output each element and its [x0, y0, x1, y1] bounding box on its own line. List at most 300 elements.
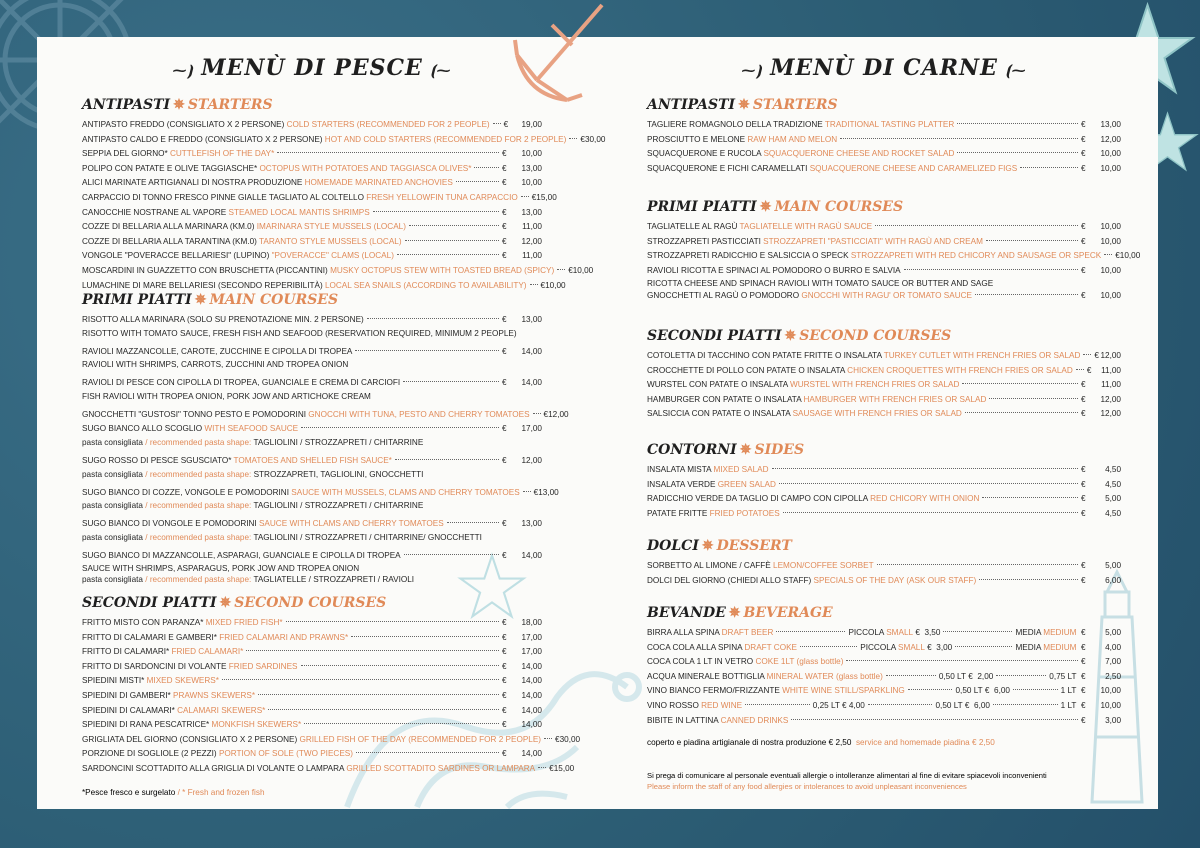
item-price: 4,50	[1105, 465, 1121, 474]
item-name-it: SUGO ROSSO DI PESCE SGUSCIATO*	[82, 455, 234, 465]
section-title-it: PRIMI PIATTI	[647, 199, 757, 215]
item-name-it: TAGLIERE ROMAGNOLO DELLA TRADIZIONE	[647, 120, 825, 129]
item-name-it: SPIEDINI DI CALAMARI*	[82, 705, 178, 715]
size-label-it: 0,50 LT	[955, 686, 983, 696]
item-name-it: GNOCCHETTI "GUSTOSI" TONNO PESTO E POMODORINI	[82, 409, 309, 419]
currency-symbol: €	[533, 487, 539, 497]
pasta-shapes: TAGLIOLINI / STROZZAPRETI / CHITARRINE/ GNOCCHETTI	[253, 532, 482, 542]
item-price: 30,00	[559, 734, 581, 744]
dotted-leader	[544, 738, 552, 739]
menu-item-row	[82, 279, 566, 294]
menu-item-row	[82, 704, 542, 719]
item-name-en: FRIED POTATOES	[709, 508, 780, 518]
item-price: 14,00	[521, 378, 542, 388]
pasta-suggestion	[82, 437, 542, 448]
menu-item-name	[82, 762, 535, 777]
item-name-it: ANTIPASTO FREDDO (CONSIGLIATO X 2 PERSONE)	[82, 120, 287, 129]
menu-item-name	[82, 645, 243, 660]
cover-charge-note	[647, 737, 995, 748]
currency-symbol: €	[1081, 409, 1086, 419]
beverage-name	[647, 641, 797, 656]
currency-symbol: €	[1081, 657, 1086, 667]
menu-item-name	[82, 674, 219, 689]
currency-symbol: €	[1081, 508, 1086, 518]
title-ornament-left: ⁓⦘	[172, 63, 194, 79]
item-name-it: STROZZAPRETI RADICCHIO E SALSICCIA O SPECK	[647, 251, 851, 261]
menu-item-row	[82, 645, 542, 660]
ship-wheel-icon: ✵	[728, 605, 741, 621]
dotted-leader	[779, 483, 1078, 484]
currency-symbol: €	[1081, 465, 1086, 474]
item-name-it: ANTIPASTO CALDO E FREDDO (CONSIGLIATO X 2 PERSONE)	[82, 134, 325, 144]
menu-item-name	[82, 660, 298, 675]
currency-symbol: €	[1081, 642, 1086, 652]
item-price: 11,00	[522, 222, 542, 232]
item-price: 10,00	[1119, 251, 1141, 261]
beverage-name	[647, 684, 905, 699]
dotted-leader	[404, 554, 499, 555]
menu-item-name	[82, 249, 394, 264]
currency-symbol: €	[503, 120, 509, 129]
item-name-it: POLIPO CON PATATE E OLIVE TAGGIASCHE*	[82, 163, 260, 173]
item-price: 7,00	[1105, 657, 1121, 667]
menu-item-name	[647, 507, 780, 522]
menu-item-row	[647, 289, 1121, 304]
section-title-it: SECONDI PIATTI	[647, 328, 782, 344]
pasta-shapes: TAGLIOLINI / STROZZAPRETI / CHITARRINE	[253, 437, 424, 447]
size-label-it: 1 LT	[1060, 686, 1077, 696]
item-name-en: SAUCE WITH CLAMS AND CHERRY TOMATOES	[258, 519, 444, 529]
dotted-leader	[456, 181, 499, 182]
pasta-suggestion	[82, 469, 542, 480]
item-name-it: COZZE DI BELLARIA ALLA TARANTINA (KM.0)	[82, 236, 259, 246]
item-name-it: FRITTO MISTO CON PARANZA*	[82, 618, 206, 627]
dotted-leader	[521, 196, 529, 197]
item-name-it: CROCCHETTE DI POLLO CON PATATE O INSALATA	[647, 365, 848, 375]
menu-item-name	[82, 264, 554, 279]
menu-item-name	[82, 704, 265, 719]
menu-item-row	[82, 376, 542, 391]
menu-item-name	[647, 147, 954, 162]
item-name-it: SORBETTO AL LIMONE / CAFFÈ	[647, 561, 774, 570]
menu-item-row	[82, 313, 542, 328]
item-price: 14,00	[521, 550, 542, 560]
ship-wheel-icon: ✵	[219, 595, 232, 611]
size-label-it: 1 LT	[1060, 700, 1077, 710]
item-price: 10,00	[1100, 236, 1121, 246]
dotted-leader	[800, 646, 857, 647]
menu-item-row	[82, 454, 542, 469]
item-name-it: FRITTO DI CALAMARI*	[82, 647, 172, 657]
size-label-en: SMALL	[898, 642, 925, 652]
menu-item-name	[82, 176, 453, 191]
menu-item-row	[82, 733, 581, 748]
item-name-it: WURSTEL CON PATATE O INSALATA	[647, 380, 790, 390]
size-currency: €	[924, 642, 937, 652]
currency-symbol: €	[502, 163, 507, 173]
menu-item-row	[82, 660, 542, 675]
currency-symbol: €	[502, 236, 507, 246]
menu-item-row	[82, 345, 542, 360]
currency-symbol: €	[1081, 494, 1086, 504]
dotted-leader	[996, 675, 1046, 676]
menu-item-row	[647, 393, 1121, 408]
section-title-en: BEVERAGE	[743, 605, 833, 621]
item-price: 12,00	[1100, 409, 1121, 419]
menu-item-name	[82, 631, 348, 646]
size-label-it: MEDIA	[1015, 642, 1044, 652]
menu-item-name	[647, 407, 962, 422]
section-title-en: SIDES	[754, 442, 805, 458]
currency-symbol: €	[1115, 251, 1120, 261]
dotted-leader	[268, 709, 499, 710]
beverage-row	[647, 626, 1121, 641]
pasta-shapes: TAGLIATELLE / STROZZAPRETI / RAVIOLI	[253, 575, 415, 585]
menu-item-name	[82, 422, 298, 437]
pasta-suggestion-en: / recommended pasta shape:	[145, 532, 254, 542]
item-name-en: FRIED SARDINES	[228, 661, 298, 671]
currency-symbol: €	[502, 749, 507, 759]
currency-symbol: €	[1081, 575, 1086, 585]
item-name-it: DOLCI DEL GIORNO (CHIEDI ALLO STAFF)	[647, 575, 814, 585]
footnote-it: *Pesce fresco e surgelato	[82, 788, 176, 797]
dotted-leader	[875, 225, 1078, 226]
dotted-leader	[538, 767, 546, 768]
section-heading	[82, 595, 542, 611]
dotted-leader	[493, 123, 501, 124]
currency-symbol: €	[502, 647, 507, 657]
currency-symbol: €	[502, 251, 507, 261]
item-name-en: CHICKEN CROQUETTES WITH FRENCH FRIES OR SALAD	[847, 365, 1073, 375]
size-option	[1061, 684, 1077, 699]
pasta-suggestion-en: / recommended pasta shape:	[145, 501, 254, 511]
menu-item-row	[647, 118, 1121, 133]
currency-symbol: €	[502, 346, 507, 356]
section-title-it: ANTIPASTI	[647, 97, 736, 113]
section-title-en: MAIN COURSES	[209, 292, 339, 308]
beverage-name-en: RED WINE	[701, 700, 743, 710]
currency-symbol: €	[502, 149, 507, 159]
allergy-note-en: Please inform the staff of any food allergies or intolerances to avoid unpleasant inconveniences	[647, 782, 967, 791]
footnote-en: / * Fresh and frozen fish	[175, 788, 265, 797]
menu-item-row	[647, 478, 1121, 493]
fish-menu-title: MENÙ DI PESCE	[201, 55, 423, 81]
dotted-leader	[301, 427, 499, 428]
dotted-leader	[355, 350, 499, 351]
item-price: 10,00	[1100, 149, 1121, 159]
item-name-en: MUSKY OCTOPUS STEW WITH TOASTED BREAD (SPICY)	[330, 265, 555, 275]
item-name-it: CANOCCHIE NOSTRANE AL VAPORE	[82, 207, 229, 217]
item-price: 14,00	[521, 690, 542, 700]
menu-item-row	[82, 133, 606, 148]
menu-item-name	[82, 345, 352, 360]
currency-symbol: €	[531, 192, 537, 202]
item-price: 14,00	[521, 749, 542, 759]
currency-symbol: €	[1081, 561, 1086, 570]
allergy-note-it: Si prega di comunicare al personale eventuali allergie o intolleranze alimentari al fine di evitare spiacevoli inconvenienti	[647, 771, 1047, 780]
item-name-it: TAGLIATELLE AL RAGÙ	[647, 222, 740, 231]
item-price: 6,00	[1105, 575, 1121, 585]
section-title-en: STARTERS	[752, 97, 838, 113]
menu-item-name	[82, 733, 541, 748]
dotted-leader	[982, 497, 1078, 498]
menu-item-name	[82, 549, 401, 564]
dotted-leader	[846, 660, 1078, 661]
menu-item-name	[82, 235, 402, 250]
item-name-en: GNOCCHI WITH RAGU' OR TOMATO SAUCE	[801, 291, 973, 301]
beverage-row	[647, 655, 1121, 670]
item-name-en: PORTION OF SOLE (TWO PIECES)	[218, 749, 353, 759]
item-price: 17,00	[521, 424, 542, 434]
menu-item-row	[82, 191, 557, 206]
menu-item-row	[647, 574, 1121, 589]
beverage-name-en: DRAFT COKE	[744, 642, 798, 652]
size-label-en: SMALL	[886, 628, 914, 637]
menu-item-row	[647, 378, 1121, 393]
menu-item-row	[82, 674, 542, 689]
ship-wheel-icon: ✵	[759, 199, 772, 215]
dotted-leader	[301, 665, 500, 666]
pasta-suggestion-it: pasta consigliata	[82, 575, 146, 585]
size-option: 0,25 LT €	[812, 700, 847, 710]
item-name-en: TAGLIATELLE WITH RAGÙ SAUCE	[739, 222, 873, 231]
pasta-shapes: TAGLIOLINI / STROZZAPRETI / CHITARRINE	[253, 501, 424, 511]
dotted-leader	[772, 468, 1079, 469]
menu-sheet	[37, 37, 1158, 809]
item-name-en: SQUACQUERONE CHEESE AND ROCKET SALAD	[763, 149, 955, 159]
menu-item-row	[82, 517, 542, 532]
pasta-suggestion	[82, 500, 542, 511]
meat-menu-title-row	[647, 55, 1121, 81]
item-price: 12,00	[521, 236, 542, 246]
cover-charge-en: service and homemade piadina € 2,50	[855, 738, 995, 747]
title-ornament-left: ⁓⦘	[741, 63, 763, 79]
currency-symbol: €	[1081, 715, 1086, 725]
item-name-it: PROSCIUTTO E MELONE	[647, 134, 748, 144]
item-name-it: MOSCARDINI IN GUAZZETTO CON BRUSCHETTA (PICCANTINI)	[82, 265, 331, 275]
dotted-leader	[351, 636, 499, 637]
item-price: 10,00	[572, 265, 594, 275]
section-title-en: SECOND COURSES	[234, 595, 387, 611]
currency-symbol: €	[502, 222, 507, 232]
item-price: 17,00	[521, 632, 542, 642]
size-currency: €	[962, 700, 975, 710]
dotted-leader	[246, 650, 499, 651]
size-label-en: MEDIUM	[1043, 642, 1077, 652]
item-name-it: PORZIONE DI SOGLIOLE (2 PEZZI)	[82, 749, 219, 759]
menu-item-row	[647, 220, 1121, 235]
dotted-leader	[776, 631, 845, 632]
item-name-it: GRIGLIATA DEL GIORNO (CONSIGLIATO X 2 PERSONE)	[82, 734, 300, 744]
menu-item-row	[82, 408, 569, 423]
currency-symbol: €	[1081, 236, 1086, 246]
item-price: 10,00	[1100, 265, 1121, 275]
dotted-leader	[397, 254, 499, 255]
beverage-section	[647, 605, 1121, 728]
item-price: 10,00	[1100, 222, 1121, 231]
ship-wheel-icon: ✵	[739, 442, 752, 458]
dotted-leader	[395, 459, 499, 460]
item-price: 5,00	[1105, 628, 1122, 637]
item-name-en: HOMEMADE MARINATED ANCHOVIES	[304, 178, 453, 188]
item-name-en: STROZZAPRETI WITH RED CHICORY AND SAUSAGE OR SPECK	[850, 251, 1102, 261]
currency-symbol: €	[1081, 222, 1086, 231]
item-price: 12,00	[521, 455, 542, 465]
item-price: 10,00	[545, 280, 566, 290]
item-price: 10,00	[521, 178, 542, 188]
size-price: 4,00	[846, 700, 865, 710]
size-option	[860, 641, 925, 656]
item-name-en: HAMBURGER WITH FRENCH FRIES OR SALAD	[803, 394, 987, 404]
currency-symbol: €	[1081, 686, 1086, 696]
dotted-leader	[1076, 369, 1084, 370]
cover-charge-it: coperto e piadina artigianale di nostra produzione € 2,50	[647, 738, 852, 747]
menu-item-name	[647, 235, 983, 250]
item-name-en: MONKFISH SKEWERS*	[211, 720, 302, 730]
dessert-section	[647, 538, 1121, 588]
size-currency: €	[982, 686, 995, 696]
item-name-it: SUGO BIANCO DI VONGOLE E POMODORINI	[82, 519, 259, 529]
item-price: 4,50	[1105, 479, 1121, 489]
menu-item-name	[82, 718, 301, 733]
pasta-suggestion-en: / recommended pasta shape:	[145, 575, 254, 585]
item-price: 11,00	[522, 251, 542, 261]
item-description-en: RAVIOLI WITH SHRIMPS, CARROTS, ZUCCHINI AND TROPEA ONION	[82, 360, 349, 370]
currency-symbol: €	[502, 661, 507, 671]
menu-item-name	[647, 249, 1101, 264]
dotted-leader	[356, 752, 499, 753]
item-name-en: WITH SEAFOOD SAUCE	[204, 424, 299, 434]
item-price: 10,00	[521, 149, 542, 159]
dotted-leader	[557, 269, 565, 270]
beverage-name-en: MINERAL WATER (glass bottle)	[766, 671, 883, 681]
menu-item-name	[82, 616, 283, 631]
item-name-en: TURKEY CUTLET WITH FRENCH FRIES OR SALAD	[883, 351, 1081, 360]
dotted-leader	[840, 138, 1078, 139]
dotted-leader	[1020, 167, 1078, 168]
item-name-en: MIXED SALAD	[713, 465, 769, 474]
dotted-leader	[367, 318, 499, 319]
item-price: 14,00	[521, 346, 542, 356]
item-name-en: MIXED FRIED FISH*	[205, 618, 283, 627]
currency-symbol: €	[502, 676, 507, 686]
meat-menu-title: MENÙ DI CARNE	[770, 55, 998, 81]
section-heading	[647, 97, 1121, 113]
footnote	[82, 787, 265, 798]
dotted-leader	[783, 512, 1078, 513]
beverage-name-it: BIBITE IN LATTINA	[647, 715, 721, 725]
section-title-en: MAIN COURSES	[774, 199, 904, 215]
menu-item-name	[647, 393, 986, 408]
section-title-it: DOLCI	[647, 538, 699, 554]
title-ornament-right: ⦗⁓	[430, 63, 452, 79]
menu-item-name	[82, 147, 274, 162]
dotted-leader	[979, 579, 1078, 580]
dotted-leader	[975, 294, 1078, 295]
menu-item-row	[647, 364, 1121, 379]
ship-wheel-icon: ✵	[194, 292, 207, 308]
menu-item-name	[647, 574, 976, 589]
menu-item-name	[82, 747, 353, 762]
item-name-en: FRIED CALAMARI*	[171, 647, 244, 657]
item-name-en: FRESH YELLOWFIN TUNA CARPACCIO	[366, 192, 518, 202]
currency-symbol: €	[1086, 365, 1092, 375]
item-price: 12,00	[1100, 351, 1121, 360]
currency-symbol: €	[502, 178, 507, 188]
item-name-it: SPIEDINI MISTI*	[82, 676, 147, 686]
item-price: 12,00	[548, 409, 569, 419]
section-title-it: SECONDI PIATTI	[82, 595, 217, 611]
item-name-it: CARPACCIO DI TONNO FRESCO PINNE GIALLE TAGLIATO AL COLTELLO	[82, 192, 367, 202]
beverage-name-it: VINO BIANCO FERMO/FRIZZANTE	[647, 686, 783, 696]
item-price: 10,00	[1100, 163, 1121, 173]
menu-item-name	[82, 486, 520, 501]
menu-item-row	[647, 559, 1121, 574]
item-name-it: SEPPIA DEL GIORNO*	[82, 149, 170, 159]
item-name-it: RAVIOLI DI PESCE CON CIPOLLA DI TROPEA, GUANCIALE E CREMA DI CARCIOFI	[82, 378, 401, 388]
menu-item-row	[82, 118, 542, 133]
dotted-leader	[955, 646, 1012, 647]
beverage-name-en: COKE 1LT (glass bottle)	[755, 657, 844, 667]
item-name-it: FRITTO DI CALAMARI E GAMBERI*	[82, 632, 220, 642]
currency-symbol: €	[502, 550, 507, 560]
section-title-it: ANTIPASTI	[82, 97, 171, 113]
dotted-leader	[222, 679, 499, 680]
item-name-en: GRILLED SCOTTADITO SARDINES OR LAMPARA	[346, 763, 536, 773]
size-option	[939, 670, 966, 685]
currency-symbol: €	[1080, 700, 1086, 710]
dotted-leader	[530, 284, 538, 285]
beverage-name	[647, 655, 843, 670]
item-name-it: SALSICCIA CON PATATE O INSALATA	[647, 409, 793, 419]
menu-item-name	[82, 454, 392, 469]
dotted-leader	[304, 723, 499, 724]
pasta-suggestion-it: pasta consigliata	[82, 532, 146, 542]
beverage-name-en: WHITE WINE STILL/SPARKLING	[782, 686, 905, 696]
item-name-en: LEMON/COFFEE SORBET	[773, 561, 874, 570]
currency-symbol: €	[1081, 479, 1086, 489]
beverage-row	[647, 699, 1121, 714]
size-option	[1015, 626, 1076, 641]
item-name-en: GNOCCHI WITH TUNA, PESTO AND CHERRY TOMATOES	[308, 409, 530, 419]
item-name-en: STROZZAPRETI "PASTICCIATI" WITH RAGÙ AND CREAM	[763, 236, 983, 246]
item-price: 14,00	[521, 661, 542, 671]
size-option	[935, 699, 962, 714]
item-price: 13,00	[521, 207, 542, 217]
currency-symbol: €	[502, 424, 507, 434]
ship-wheel-icon: ✵	[173, 97, 185, 113]
menu-item-row	[647, 133, 1121, 148]
currency-symbol: €	[1081, 671, 1086, 681]
menu-item-row	[82, 264, 594, 279]
beverage-name	[647, 670, 883, 685]
section-title-it: CONTORNI	[647, 442, 737, 458]
size-option	[1015, 641, 1076, 656]
ship-wheel-icon: ✵	[738, 97, 750, 113]
menu-item-name	[82, 376, 400, 391]
menu-item-name	[647, 133, 837, 148]
menu-item-row	[82, 206, 542, 221]
menu-item-row	[82, 718, 542, 733]
dotted-leader	[403, 381, 499, 382]
item-price: 18,00	[521, 618, 542, 627]
item-name-en: WURSTEL WITH FRENCH FRIES OR SALAD	[790, 380, 960, 390]
item-name-it: PATATE FRITTE	[647, 508, 710, 518]
menu-item-row	[647, 407, 1121, 422]
currency-symbol: €	[568, 265, 573, 275]
item-price: 14,00	[521, 720, 542, 730]
menu-item-row	[647, 147, 1121, 162]
